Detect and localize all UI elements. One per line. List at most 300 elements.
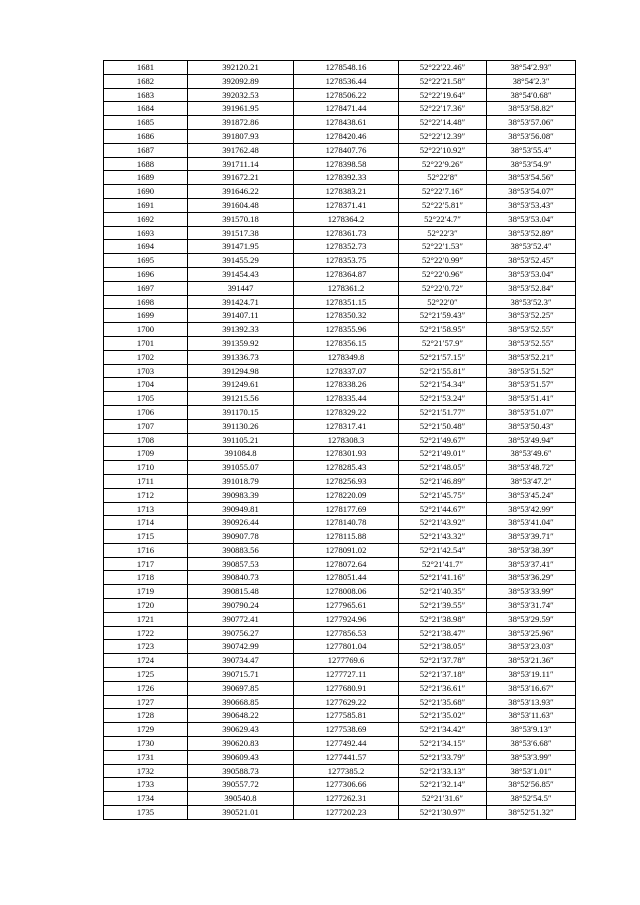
latitude-cell: 52°22′22.46″ bbox=[399, 61, 487, 75]
table-row bbox=[104, 281, 576, 295]
y-coordinate-cell: 1278364.87 bbox=[294, 267, 399, 281]
coordinate-table bbox=[103, 60, 576, 820]
point-number-cell: 1682 bbox=[104, 74, 188, 88]
latitude-cell: 52°22′1.53″ bbox=[399, 240, 487, 254]
latitude-cell: 52°22′9.26″ bbox=[399, 157, 487, 171]
x-coordinate-cell: 391646.22 bbox=[188, 185, 294, 199]
y-coordinate-cell: 1278407.76 bbox=[294, 143, 399, 157]
table-row bbox=[104, 116, 576, 130]
x-coordinate-cell: 390756.27 bbox=[188, 626, 294, 640]
table-row bbox=[104, 129, 576, 143]
longitude-cell: 38°53′58.82″ bbox=[487, 102, 576, 116]
point-number-cell: 1699 bbox=[104, 309, 188, 323]
latitude-cell: 52°21′49.67″ bbox=[399, 433, 487, 447]
table-row bbox=[104, 502, 576, 516]
table-row bbox=[104, 778, 576, 792]
y-coordinate-cell: 1278091.02 bbox=[294, 543, 399, 557]
latitude-cell: 52°22′3″ bbox=[399, 226, 487, 240]
table-row bbox=[104, 530, 576, 544]
x-coordinate-cell: 391604.48 bbox=[188, 198, 294, 212]
table-row bbox=[104, 226, 576, 240]
longitude-cell: 38°52′56.85″ bbox=[487, 778, 576, 792]
point-number-cell: 1724 bbox=[104, 654, 188, 668]
x-coordinate-cell: 390742.99 bbox=[188, 640, 294, 654]
table-row bbox=[104, 254, 576, 268]
point-number-cell: 1732 bbox=[104, 764, 188, 778]
table-row bbox=[104, 792, 576, 806]
y-coordinate-cell: 1278317.41 bbox=[294, 419, 399, 433]
longitude-cell: 38°53′6.68″ bbox=[487, 737, 576, 751]
x-coordinate-cell: 391424.71 bbox=[188, 295, 294, 309]
latitude-cell: 52°21′33.13″ bbox=[399, 764, 487, 778]
y-coordinate-cell: 1278308.3 bbox=[294, 433, 399, 447]
x-coordinate-cell: 391872.86 bbox=[188, 116, 294, 130]
x-coordinate-cell: 390772.41 bbox=[188, 612, 294, 626]
point-number-cell: 1708 bbox=[104, 433, 188, 447]
y-coordinate-cell: 1278337.07 bbox=[294, 364, 399, 378]
longitude-cell: 38°53′48.72″ bbox=[487, 461, 576, 475]
x-coordinate-cell: 390983.39 bbox=[188, 488, 294, 502]
point-number-cell: 1725 bbox=[104, 668, 188, 682]
longitude-cell: 38°53′53.43″ bbox=[487, 198, 576, 212]
point-number-cell: 1713 bbox=[104, 502, 188, 516]
y-coordinate-cell: 1278371.41 bbox=[294, 198, 399, 212]
longitude-cell: 38°53′31.74″ bbox=[487, 599, 576, 613]
longitude-cell: 38°54′2.3″ bbox=[487, 74, 576, 88]
longitude-cell: 38°52′51.32″ bbox=[487, 806, 576, 820]
y-coordinate-cell: 1278438.61 bbox=[294, 116, 399, 130]
point-number-cell: 1703 bbox=[104, 364, 188, 378]
longitude-cell: 38°53′53.04″ bbox=[487, 212, 576, 226]
x-coordinate-cell: 391105.21 bbox=[188, 433, 294, 447]
point-number-cell: 1702 bbox=[104, 350, 188, 364]
longitude-cell: 38°54′0.68″ bbox=[487, 88, 576, 102]
y-coordinate-cell: 1278350.32 bbox=[294, 309, 399, 323]
table-row bbox=[104, 143, 576, 157]
longitude-cell: 38°53′13.93″ bbox=[487, 695, 576, 709]
x-coordinate-cell: 391517.38 bbox=[188, 226, 294, 240]
point-number-cell: 1714 bbox=[104, 516, 188, 530]
coordinate-table-body bbox=[104, 61, 576, 820]
longitude-cell: 38°53′52.55″ bbox=[487, 323, 576, 337]
point-number-cell: 1695 bbox=[104, 254, 188, 268]
latitude-cell: 52°21′41.7″ bbox=[399, 557, 487, 571]
latitude-cell: 52°21′59.43″ bbox=[399, 309, 487, 323]
point-number-cell: 1715 bbox=[104, 530, 188, 544]
latitude-cell: 52°21′48.05″ bbox=[399, 461, 487, 475]
y-coordinate-cell: 1277262.31 bbox=[294, 792, 399, 806]
point-number-cell: 1729 bbox=[104, 723, 188, 737]
table-row bbox=[104, 240, 576, 254]
table-row bbox=[104, 61, 576, 75]
longitude-cell: 38°53′52.4″ bbox=[487, 240, 576, 254]
latitude-cell: 52°21′44.67″ bbox=[399, 502, 487, 516]
latitude-cell: 52°22′7.16″ bbox=[399, 185, 487, 199]
y-coordinate-cell: 1278329.22 bbox=[294, 405, 399, 419]
y-coordinate-cell: 1278177.69 bbox=[294, 502, 399, 516]
point-number-cell: 1733 bbox=[104, 778, 188, 792]
table-row bbox=[104, 336, 576, 350]
longitude-cell: 38°53′52.21″ bbox=[487, 350, 576, 364]
x-coordinate-cell: 391762.48 bbox=[188, 143, 294, 157]
latitude-cell: 52°22′0″ bbox=[399, 295, 487, 309]
latitude-cell: 52°21′40.35″ bbox=[399, 585, 487, 599]
table-row bbox=[104, 750, 576, 764]
x-coordinate-cell: 390629.43 bbox=[188, 723, 294, 737]
point-number-cell: 1689 bbox=[104, 171, 188, 185]
point-number-cell: 1730 bbox=[104, 737, 188, 751]
latitude-cell: 52°21′43.92″ bbox=[399, 516, 487, 530]
longitude-cell: 38°53′42.99″ bbox=[487, 502, 576, 516]
latitude-cell: 52°21′35.02″ bbox=[399, 709, 487, 723]
y-coordinate-cell: 1277727.11 bbox=[294, 668, 399, 682]
y-coordinate-cell: 1278220.09 bbox=[294, 488, 399, 502]
latitude-cell: 52°21′38.05″ bbox=[399, 640, 487, 654]
x-coordinate-cell: 390790.24 bbox=[188, 599, 294, 613]
point-number-cell: 1687 bbox=[104, 143, 188, 157]
table-row bbox=[104, 447, 576, 461]
latitude-cell: 52°22′21.58″ bbox=[399, 74, 487, 88]
x-coordinate-cell: 391170.15 bbox=[188, 405, 294, 419]
x-coordinate-cell: 391711.14 bbox=[188, 157, 294, 171]
latitude-cell: 52°21′31.6″ bbox=[399, 792, 487, 806]
point-number-cell: 1728 bbox=[104, 709, 188, 723]
y-coordinate-cell: 1278351.15 bbox=[294, 295, 399, 309]
y-coordinate-cell: 1278420.46 bbox=[294, 129, 399, 143]
latitude-cell: 52°22′19.64″ bbox=[399, 88, 487, 102]
latitude-cell: 52°21′36.61″ bbox=[399, 681, 487, 695]
table-row bbox=[104, 612, 576, 626]
longitude-cell: 38°54′2.93″ bbox=[487, 61, 576, 75]
table-row bbox=[104, 681, 576, 695]
x-coordinate-cell: 391447 bbox=[188, 281, 294, 295]
table-row bbox=[104, 723, 576, 737]
point-number-cell: 1709 bbox=[104, 447, 188, 461]
table-row bbox=[104, 309, 576, 323]
table-row bbox=[104, 571, 576, 585]
y-coordinate-cell: 1278398.58 bbox=[294, 157, 399, 171]
point-number-cell: 1723 bbox=[104, 640, 188, 654]
y-coordinate-cell: 1278392.33 bbox=[294, 171, 399, 185]
y-coordinate-cell: 1277385.2 bbox=[294, 764, 399, 778]
point-number-cell: 1722 bbox=[104, 626, 188, 640]
point-number-cell: 1710 bbox=[104, 461, 188, 475]
x-coordinate-cell: 392120.21 bbox=[188, 61, 294, 75]
point-number-cell: 1726 bbox=[104, 681, 188, 695]
table-row bbox=[104, 364, 576, 378]
y-coordinate-cell: 1277856.53 bbox=[294, 626, 399, 640]
longitude-cell: 38°53′37.41″ bbox=[487, 557, 576, 571]
y-coordinate-cell: 1277306.66 bbox=[294, 778, 399, 792]
point-number-cell: 1683 bbox=[104, 88, 188, 102]
table-row bbox=[104, 102, 576, 116]
table-row bbox=[104, 474, 576, 488]
y-coordinate-cell: 1278353.75 bbox=[294, 254, 399, 268]
x-coordinate-cell: 391961.95 bbox=[188, 102, 294, 116]
table-row bbox=[104, 171, 576, 185]
x-coordinate-cell: 390648.22 bbox=[188, 709, 294, 723]
latitude-cell: 52°21′30.97″ bbox=[399, 806, 487, 820]
latitude-cell: 52°22′12.39″ bbox=[399, 129, 487, 143]
latitude-cell: 52°21′35.68″ bbox=[399, 695, 487, 709]
table-row bbox=[104, 764, 576, 778]
y-coordinate-cell: 1278361.73 bbox=[294, 226, 399, 240]
table-row bbox=[104, 461, 576, 475]
point-number-cell: 1688 bbox=[104, 157, 188, 171]
coordinate-table-page bbox=[103, 60, 575, 820]
y-coordinate-cell: 1277585.81 bbox=[294, 709, 399, 723]
point-number-cell: 1701 bbox=[104, 336, 188, 350]
table-row bbox=[104, 557, 576, 571]
latitude-cell: 52°21′58.95″ bbox=[399, 323, 487, 337]
latitude-cell: 52°21′38.98″ bbox=[399, 612, 487, 626]
point-number-cell: 1735 bbox=[104, 806, 188, 820]
point-number-cell: 1719 bbox=[104, 585, 188, 599]
latitude-cell: 52°22′4.7″ bbox=[399, 212, 487, 226]
longitude-cell: 38°53′33.99″ bbox=[487, 585, 576, 599]
point-number-cell: 1681 bbox=[104, 61, 188, 75]
table-row bbox=[104, 212, 576, 226]
table-row bbox=[104, 599, 576, 613]
table-row bbox=[104, 295, 576, 309]
table-row bbox=[104, 157, 576, 171]
x-coordinate-cell: 391392.33 bbox=[188, 323, 294, 337]
latitude-cell: 52°22′0.72″ bbox=[399, 281, 487, 295]
longitude-cell: 38°53′23.03″ bbox=[487, 640, 576, 654]
longitude-cell: 38°53′3.99″ bbox=[487, 750, 576, 764]
latitude-cell: 52°22′8″ bbox=[399, 171, 487, 185]
y-coordinate-cell: 1278256.93 bbox=[294, 474, 399, 488]
y-coordinate-cell: 1278355.96 bbox=[294, 323, 399, 337]
longitude-cell: 38°53′41.04″ bbox=[487, 516, 576, 530]
y-coordinate-cell: 1277538.69 bbox=[294, 723, 399, 737]
table-row bbox=[104, 267, 576, 281]
x-coordinate-cell: 390620.83 bbox=[188, 737, 294, 751]
table-row bbox=[104, 585, 576, 599]
longitude-cell: 38°53′52.84″ bbox=[487, 281, 576, 295]
table-row bbox=[104, 516, 576, 530]
x-coordinate-cell: 391570.18 bbox=[188, 212, 294, 226]
longitude-cell: 38°53′38.39″ bbox=[487, 543, 576, 557]
longitude-cell: 38°53′54.07″ bbox=[487, 185, 576, 199]
y-coordinate-cell: 1278352.73 bbox=[294, 240, 399, 254]
x-coordinate-cell: 391130.26 bbox=[188, 419, 294, 433]
y-coordinate-cell: 1278335.44 bbox=[294, 392, 399, 406]
y-coordinate-cell: 1278051.44 bbox=[294, 571, 399, 585]
y-coordinate-cell: 1277769.6 bbox=[294, 654, 399, 668]
latitude-cell: 52°22′17.36″ bbox=[399, 102, 487, 116]
longitude-cell: 38°53′57.06″ bbox=[487, 116, 576, 130]
x-coordinate-cell: 390697.85 bbox=[188, 681, 294, 695]
y-coordinate-cell: 1277202.23 bbox=[294, 806, 399, 820]
table-row bbox=[104, 806, 576, 820]
latitude-cell: 52°21′32.14″ bbox=[399, 778, 487, 792]
y-coordinate-cell: 1278506.22 bbox=[294, 88, 399, 102]
x-coordinate-cell: 390521.01 bbox=[188, 806, 294, 820]
longitude-cell: 38°53′51.52″ bbox=[487, 364, 576, 378]
table-row bbox=[104, 350, 576, 364]
latitude-cell: 52°21′53.24″ bbox=[399, 392, 487, 406]
longitude-cell: 38°53′50.43″ bbox=[487, 419, 576, 433]
table-row bbox=[104, 185, 576, 199]
table-row bbox=[104, 378, 576, 392]
longitude-cell: 38°53′19.11″ bbox=[487, 668, 576, 682]
table-row bbox=[104, 709, 576, 723]
table-row bbox=[104, 323, 576, 337]
longitude-cell: 38°53′52.55″ bbox=[487, 336, 576, 350]
y-coordinate-cell: 1277801.04 bbox=[294, 640, 399, 654]
point-number-cell: 1718 bbox=[104, 571, 188, 585]
x-coordinate-cell: 391336.73 bbox=[188, 350, 294, 364]
longitude-cell: 38°53′45.24″ bbox=[487, 488, 576, 502]
latitude-cell: 52°21′33.79″ bbox=[399, 750, 487, 764]
table-row bbox=[104, 88, 576, 102]
point-number-cell: 1707 bbox=[104, 419, 188, 433]
x-coordinate-cell: 390734.47 bbox=[188, 654, 294, 668]
latitude-cell: 52°21′50.48″ bbox=[399, 419, 487, 433]
table-row bbox=[104, 640, 576, 654]
latitude-cell: 52°21′49.01″ bbox=[399, 447, 487, 461]
point-number-cell: 1698 bbox=[104, 295, 188, 309]
table-row bbox=[104, 488, 576, 502]
longitude-cell: 38°53′51.41″ bbox=[487, 392, 576, 406]
point-number-cell: 1721 bbox=[104, 612, 188, 626]
y-coordinate-cell: 1278471.44 bbox=[294, 102, 399, 116]
x-coordinate-cell: 390668.85 bbox=[188, 695, 294, 709]
y-coordinate-cell: 1278383.21 bbox=[294, 185, 399, 199]
latitude-cell: 52°21′46.89″ bbox=[399, 474, 487, 488]
x-coordinate-cell: 390949.81 bbox=[188, 502, 294, 516]
point-number-cell: 1717 bbox=[104, 557, 188, 571]
latitude-cell: 52°21′37.78″ bbox=[399, 654, 487, 668]
point-number-cell: 1700 bbox=[104, 323, 188, 337]
x-coordinate-cell: 390857.53 bbox=[188, 557, 294, 571]
table-row bbox=[104, 695, 576, 709]
latitude-cell: 52°22′5.81″ bbox=[399, 198, 487, 212]
longitude-cell: 38°53′16.67″ bbox=[487, 681, 576, 695]
latitude-cell: 52°21′34.42″ bbox=[399, 723, 487, 737]
longitude-cell: 38°53′9.13″ bbox=[487, 723, 576, 737]
point-number-cell: 1720 bbox=[104, 599, 188, 613]
x-coordinate-cell: 390907.78 bbox=[188, 530, 294, 544]
latitude-cell: 52°21′43.32″ bbox=[399, 530, 487, 544]
y-coordinate-cell: 1278008.06 bbox=[294, 585, 399, 599]
longitude-cell: 38°53′51.57″ bbox=[487, 378, 576, 392]
x-coordinate-cell: 391807.93 bbox=[188, 129, 294, 143]
latitude-cell: 52°21′54.34″ bbox=[399, 378, 487, 392]
longitude-cell: 38°53′52.89″ bbox=[487, 226, 576, 240]
point-number-cell: 1712 bbox=[104, 488, 188, 502]
longitude-cell: 38°53′49.6″ bbox=[487, 447, 576, 461]
x-coordinate-cell: 391454.43 bbox=[188, 267, 294, 281]
point-number-cell: 1734 bbox=[104, 792, 188, 806]
longitude-cell: 38°53′54.9″ bbox=[487, 157, 576, 171]
longitude-cell: 38°53′53.04″ bbox=[487, 267, 576, 281]
point-number-cell: 1690 bbox=[104, 185, 188, 199]
latitude-cell: 52°22′10.92″ bbox=[399, 143, 487, 157]
y-coordinate-cell: 1278349.8 bbox=[294, 350, 399, 364]
latitude-cell: 52°21′45.75″ bbox=[399, 488, 487, 502]
x-coordinate-cell: 392092.89 bbox=[188, 74, 294, 88]
table-row bbox=[104, 626, 576, 640]
longitude-cell: 38°53′49.94″ bbox=[487, 433, 576, 447]
latitude-cell: 52°21′51.77″ bbox=[399, 405, 487, 419]
table-row bbox=[104, 433, 576, 447]
x-coordinate-cell: 391672.21 bbox=[188, 171, 294, 185]
latitude-cell: 52°21′37.18″ bbox=[399, 668, 487, 682]
longitude-cell: 38°53′55.4″ bbox=[487, 143, 576, 157]
x-coordinate-cell: 391359.92 bbox=[188, 336, 294, 350]
latitude-cell: 52°21′38.47″ bbox=[399, 626, 487, 640]
point-number-cell: 1694 bbox=[104, 240, 188, 254]
y-coordinate-cell: 1277441.57 bbox=[294, 750, 399, 764]
y-coordinate-cell: 1278072.64 bbox=[294, 557, 399, 571]
point-number-cell: 1693 bbox=[104, 226, 188, 240]
y-coordinate-cell: 1277965.61 bbox=[294, 599, 399, 613]
point-number-cell: 1684 bbox=[104, 102, 188, 116]
y-coordinate-cell: 1277629.22 bbox=[294, 695, 399, 709]
y-coordinate-cell: 1278361.2 bbox=[294, 281, 399, 295]
longitude-cell: 38°53′25.96″ bbox=[487, 626, 576, 640]
table-row bbox=[104, 392, 576, 406]
latitude-cell: 52°22′0.99″ bbox=[399, 254, 487, 268]
x-coordinate-cell: 391294.98 bbox=[188, 364, 294, 378]
latitude-cell: 52°21′57.9″ bbox=[399, 336, 487, 350]
x-coordinate-cell: 391055.07 bbox=[188, 461, 294, 475]
point-number-cell: 1697 bbox=[104, 281, 188, 295]
longitude-cell: 38°53′36.29″ bbox=[487, 571, 576, 585]
longitude-cell: 38°53′54.56″ bbox=[487, 171, 576, 185]
x-coordinate-cell: 391018.79 bbox=[188, 474, 294, 488]
point-number-cell: 1706 bbox=[104, 405, 188, 419]
longitude-cell: 38°53′56.08″ bbox=[487, 129, 576, 143]
longitude-cell: 38°53′39.71″ bbox=[487, 530, 576, 544]
y-coordinate-cell: 1277492.44 bbox=[294, 737, 399, 751]
latitude-cell: 52°21′41.16″ bbox=[399, 571, 487, 585]
latitude-cell: 52°22′14.48″ bbox=[399, 116, 487, 130]
latitude-cell: 52°21′57.15″ bbox=[399, 350, 487, 364]
point-number-cell: 1691 bbox=[104, 198, 188, 212]
table-row bbox=[104, 405, 576, 419]
longitude-cell: 38°53′51.07″ bbox=[487, 405, 576, 419]
latitude-cell: 52°21′39.55″ bbox=[399, 599, 487, 613]
y-coordinate-cell: 1278548.16 bbox=[294, 61, 399, 75]
point-number-cell: 1727 bbox=[104, 695, 188, 709]
x-coordinate-cell: 390815.48 bbox=[188, 585, 294, 599]
table-row bbox=[104, 668, 576, 682]
y-coordinate-cell: 1278536.44 bbox=[294, 74, 399, 88]
longitude-cell: 38°52′54.5″ bbox=[487, 792, 576, 806]
y-coordinate-cell: 1278301.93 bbox=[294, 447, 399, 461]
table-row bbox=[104, 74, 576, 88]
point-number-cell: 1686 bbox=[104, 129, 188, 143]
longitude-cell: 38°53′52.25″ bbox=[487, 309, 576, 323]
x-coordinate-cell: 391455.29 bbox=[188, 254, 294, 268]
x-coordinate-cell: 391084.8 bbox=[188, 447, 294, 461]
x-coordinate-cell: 391249.61 bbox=[188, 378, 294, 392]
longitude-cell: 38°53′52.45″ bbox=[487, 254, 576, 268]
x-coordinate-cell: 390588.73 bbox=[188, 764, 294, 778]
point-number-cell: 1705 bbox=[104, 392, 188, 406]
x-coordinate-cell: 390926.44 bbox=[188, 516, 294, 530]
y-coordinate-cell: 1277924.96 bbox=[294, 612, 399, 626]
point-number-cell: 1696 bbox=[104, 267, 188, 281]
x-coordinate-cell: 390715.71 bbox=[188, 668, 294, 682]
longitude-cell: 38°53′21.36″ bbox=[487, 654, 576, 668]
table-row bbox=[104, 198, 576, 212]
table-row bbox=[104, 419, 576, 433]
latitude-cell: 52°21′55.81″ bbox=[399, 364, 487, 378]
